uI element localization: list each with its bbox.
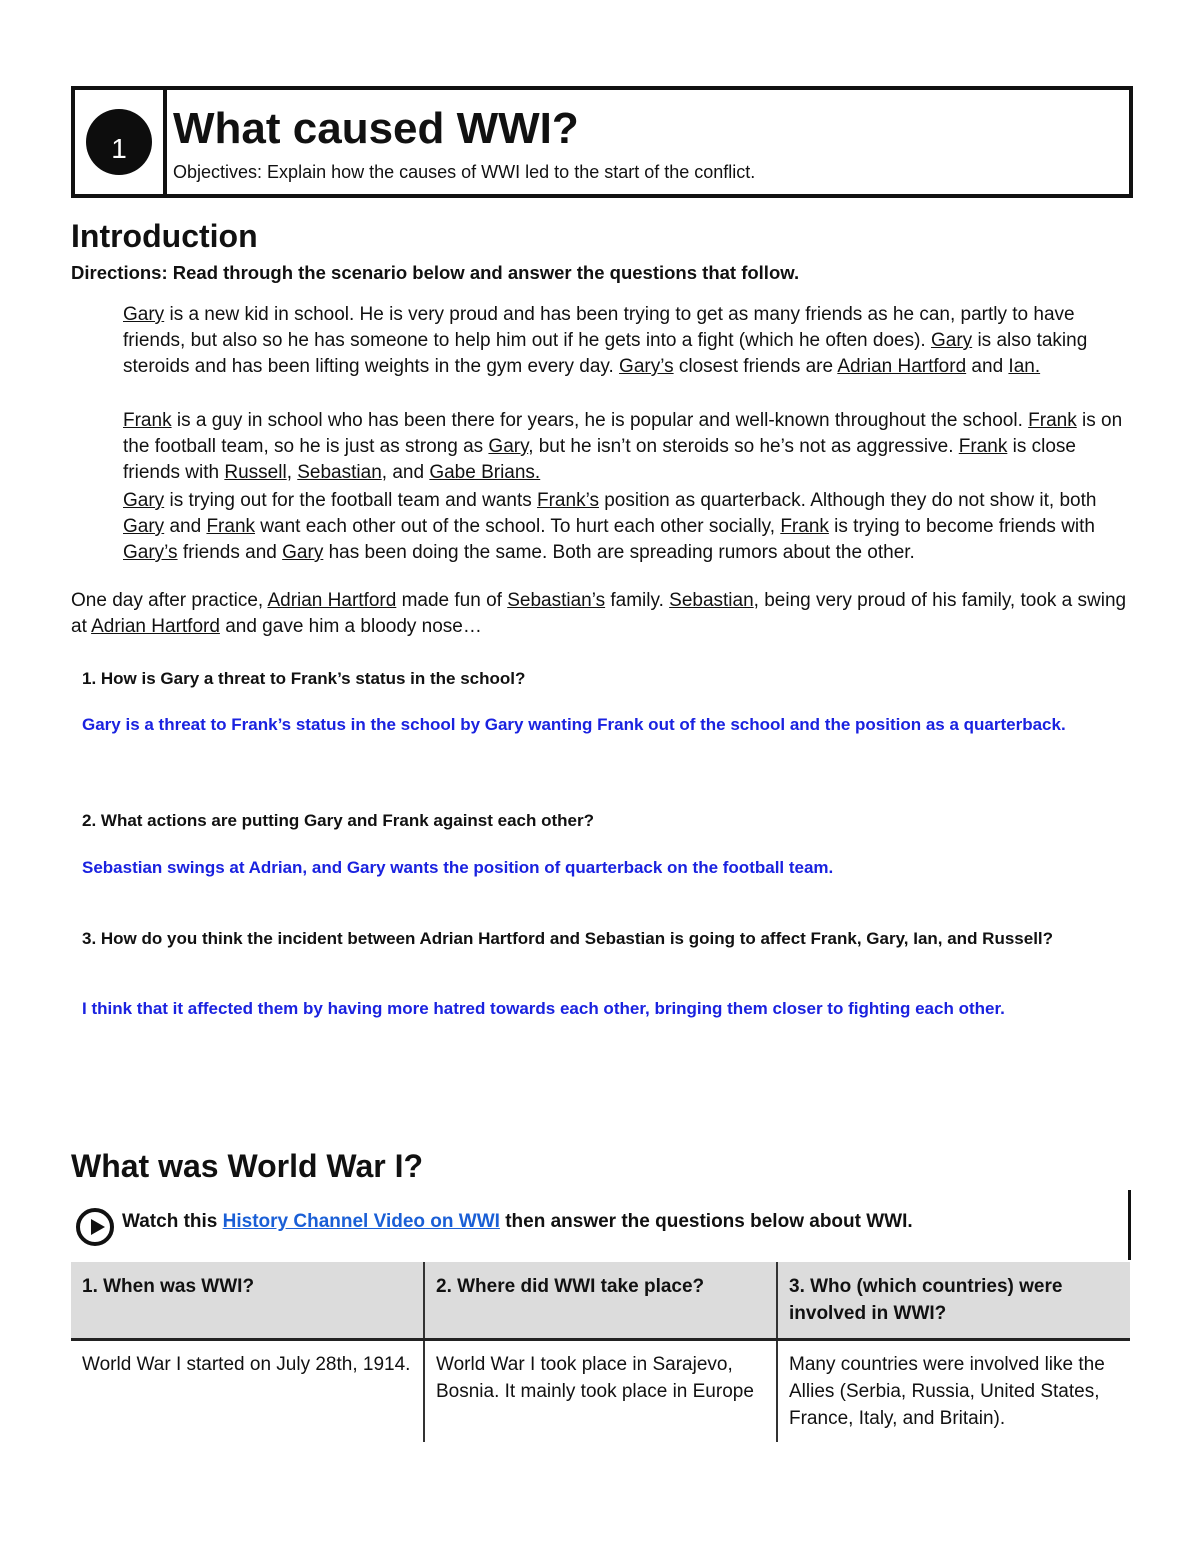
scenario-text: One day after practice, xyxy=(71,590,268,611)
objective-text: Explain how the causes of WWI led to the start of the conflict. xyxy=(262,162,756,182)
scenario-text: , and xyxy=(381,462,430,483)
scenario-text: is close friends with xyxy=(123,436,1076,483)
question-2: 2. What actions are putting Gary and Frank against each other? xyxy=(82,811,594,830)
name-gary: Gary xyxy=(123,490,165,511)
watch-suffix: then answer the questions below about WWI. xyxy=(499,1211,913,1232)
name-russell: Russell xyxy=(224,462,287,483)
scenario-text: friends and xyxy=(177,542,283,563)
lesson-number-badge: 1 xyxy=(86,109,152,175)
scenario-text: is trying to become friends with xyxy=(828,516,1096,537)
scenario-text: made fun of xyxy=(396,590,508,611)
name-sebastian: Sebastian xyxy=(669,590,754,611)
answer-2[interactable]: Sebastian swings at Adrian, and Gary wants the position of quarterback on the football team. xyxy=(82,858,834,877)
question-3: 3. How do you think the incident between Adrian Hartford and Sebastian is going to affect Frank, Gary, Ian, and Russell? xyxy=(82,929,1054,948)
video-instruction xyxy=(76,1198,913,1246)
name-gary: Gary xyxy=(123,516,165,537)
page-title: What caused WWI? xyxy=(173,104,579,153)
name-adrian: Adrian Hartford xyxy=(267,590,397,611)
scenario-text: and gave him a bloody nose… xyxy=(219,616,482,637)
name-garys: Gary’s xyxy=(123,542,178,563)
table-header-when: 1. When was WWI? xyxy=(71,1262,424,1340)
introduction-heading: Introduction xyxy=(71,218,258,254)
history-video-link[interactable]: History Channel Video on WWI xyxy=(222,1211,500,1232)
name-adrian: Adrian Hartford xyxy=(837,356,967,377)
scenario-text: family. xyxy=(605,590,670,611)
table-answer-when[interactable]: World War I started on July 28th, 1914. xyxy=(82,1354,411,1375)
name-adrian: Adrian Hartford xyxy=(91,616,220,637)
table-header-row xyxy=(71,1262,1130,1340)
scenario-text: and xyxy=(966,356,1009,377)
lesson-title-cell xyxy=(167,90,755,194)
scenario-paragraph-incident xyxy=(71,588,1131,640)
scenario-text: is trying out for the football team and wants xyxy=(164,490,537,511)
scenario-text: is also taking steroids and has been lifting weights in the gym every day. xyxy=(123,330,1088,377)
answer-3[interactable]: I think that it affected them by having more hatred towards each other, bringing them closer to fighting each other. xyxy=(82,999,1005,1018)
scenario-paragraph-gary xyxy=(123,302,1133,380)
lesson-number-cell xyxy=(75,90,167,194)
name-ian: Ian. xyxy=(1008,356,1041,377)
objective-line xyxy=(173,162,755,183)
scenario-text: , but he isn’t on steroids so he’s not as aggressive. xyxy=(528,436,959,457)
name-frank: Frank xyxy=(1028,410,1077,431)
name-gabe: Gabe Brians. xyxy=(429,462,541,483)
objective-label: Objectives: xyxy=(173,162,263,182)
margin-bar xyxy=(1128,1190,1131,1260)
directions-text: Directions: Read through the scenario below and answer the questions that follow. xyxy=(71,262,800,283)
name-sebastians: Sebastian’s xyxy=(507,590,606,611)
wwi-questions-table xyxy=(71,1262,1130,1442)
name-sebastian: Sebastian xyxy=(297,462,382,483)
name-garys: Gary’s xyxy=(619,356,674,377)
scenario-paragraph-frank xyxy=(123,408,1133,486)
name-frank: Frank xyxy=(206,516,256,537)
scenario-text: closest friends are xyxy=(673,356,838,377)
wwi-heading: What was World War I? xyxy=(71,1148,424,1184)
name-frank: Frank xyxy=(780,516,829,537)
scenario-text: , xyxy=(286,462,298,483)
scenario-text: is on the football team, so he is just as strong as xyxy=(123,410,1123,457)
lesson-header xyxy=(71,86,1133,198)
video-instruction-text xyxy=(122,1211,913,1233)
scenario-text: has been doing the same. Both are spreading rumors about the other. xyxy=(323,542,915,563)
table-header-where: 2. Where did WWI take place? xyxy=(424,1262,777,1340)
scenario-text: and xyxy=(164,516,207,537)
table-row xyxy=(71,1340,1130,1443)
play-circle-icon[interactable] xyxy=(76,1208,114,1246)
question-1: 1. How is Gary a threat to Frank’s status in the school? xyxy=(82,669,526,688)
scenario-paragraph-rivalry xyxy=(123,488,1133,566)
table-answer-who[interactable]: Many countries were involved like the Allies (Serbia, Russia, United States, France, Italy, and Britain). xyxy=(777,1340,1130,1443)
scenario-text: want each other out of the school. To hurt each other socially, xyxy=(255,516,781,537)
name-franks: Frank’s xyxy=(537,490,599,511)
name-gary: Gary xyxy=(930,330,973,351)
scenario-text: , being very proud of his family, took a swing at xyxy=(71,590,1127,637)
name-gary: Gary xyxy=(282,542,324,563)
scenario-text: is a guy in school who has been there for years, he is popular and well-known throughout the school. xyxy=(171,410,1029,431)
scenario-text: position as quarterback. Although they do not show it, both xyxy=(598,490,1097,511)
watch-prefix: Watch this xyxy=(122,1211,223,1232)
name-frank: Frank xyxy=(958,436,1008,457)
table-answer-where[interactable]: World War I took place in Sarajevo, Bosnia. It mainly took place in Europe xyxy=(424,1340,777,1443)
answer-1[interactable]: Gary is a threat to Frank’s status in the school by Gary wanting Frank out of the school and the position as a quarterback. xyxy=(82,715,1066,734)
name-frank: Frank xyxy=(123,410,172,431)
table-header-who: 3. Who (which countries) were involved in WWI? xyxy=(777,1262,1130,1340)
name-gary: Gary xyxy=(488,436,529,457)
scenario-text: is a new kid in school. He is very proud and has been trying to get as many friends as he can, partly to have friends, but also so he has someone to help him out if he gets into a fight (which he often does). xyxy=(123,304,1075,351)
name-gary: Gary xyxy=(123,304,165,325)
